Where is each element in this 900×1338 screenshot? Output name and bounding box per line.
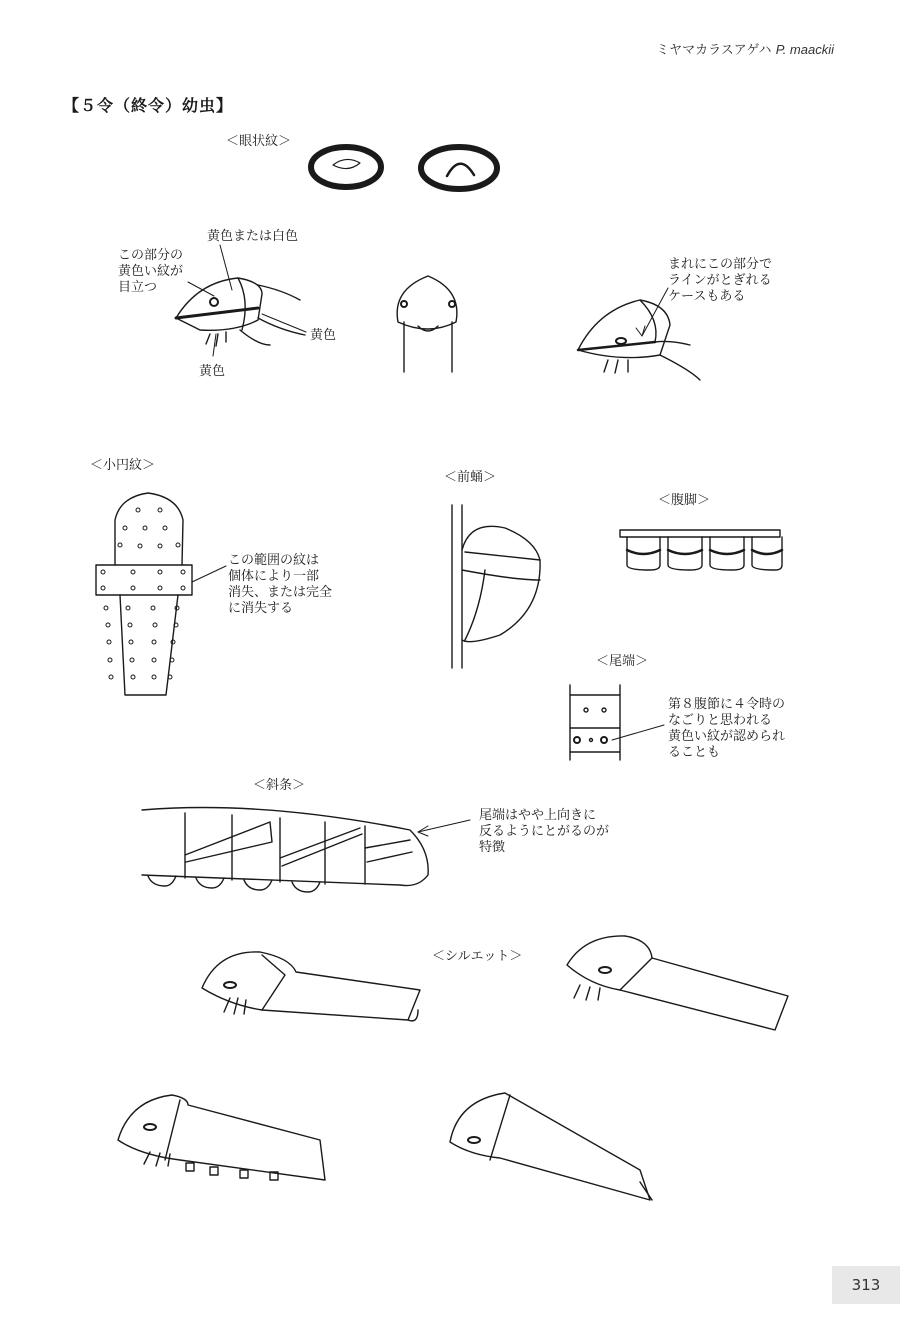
eyespot-left-drawing bbox=[311, 147, 381, 187]
eyespot-right-drawing bbox=[421, 147, 497, 189]
page-number: 313 bbox=[832, 1266, 900, 1304]
tail-end-drawing bbox=[570, 685, 664, 760]
silhouette-2-drawing bbox=[567, 936, 788, 1030]
note-range: この範囲の紋は 個体により一部 消失、または完全 に消失する bbox=[228, 553, 333, 616]
header-species-sci: P. maackii bbox=[775, 42, 834, 57]
small-spots-drawing bbox=[96, 493, 226, 695]
note-yellow-or-white: 黄色または白色 bbox=[207, 229, 299, 244]
label-small-spots: ＜小円紋＞ bbox=[90, 458, 156, 473]
prepupa-drawing bbox=[452, 505, 540, 668]
label-prolegs: ＜腹脚＞ bbox=[658, 493, 711, 508]
note-tail-up: 尾端はやや上向きに 反るようにとがるのが 特徴 bbox=[479, 808, 610, 855]
label-prepupa: ＜前蛹＞ bbox=[444, 470, 497, 485]
label-eyespot: ＜眼状紋＞ bbox=[226, 134, 292, 149]
silhouette-3-drawing bbox=[118, 1095, 325, 1180]
label-silhouette: ＜シルエット＞ bbox=[432, 949, 523, 964]
head-front-drawing bbox=[397, 276, 457, 372]
label-oblique: ＜斜条＞ bbox=[253, 778, 306, 793]
prolegs-drawing bbox=[620, 530, 782, 570]
note-segment8: 第８腹節に４令時の なごりと思われる 黄色い紋が認められ ることも bbox=[668, 697, 786, 760]
header-species-ja: ミヤマカラスアゲハ bbox=[656, 43, 772, 58]
label-tail-end: ＜尾端＞ bbox=[596, 654, 649, 669]
silhouette-1-drawing bbox=[202, 952, 420, 1021]
note-rarely-broken: まれにこの部分で ラインがとぎれる ケースもある bbox=[668, 257, 773, 304]
note-this-part: この部分の 黄色い紋が 目立つ bbox=[118, 248, 184, 295]
note-yellow-bottom: 黄色 bbox=[199, 364, 226, 379]
silhouette-4-drawing bbox=[450, 1093, 652, 1200]
head-lateral-drawing bbox=[176, 245, 306, 356]
note-yellow-right: 黄色 bbox=[310, 328, 337, 343]
section-title: 【５令（終令）幼虫】 bbox=[63, 96, 234, 115]
oblique-stripes-drawing bbox=[142, 808, 470, 893]
